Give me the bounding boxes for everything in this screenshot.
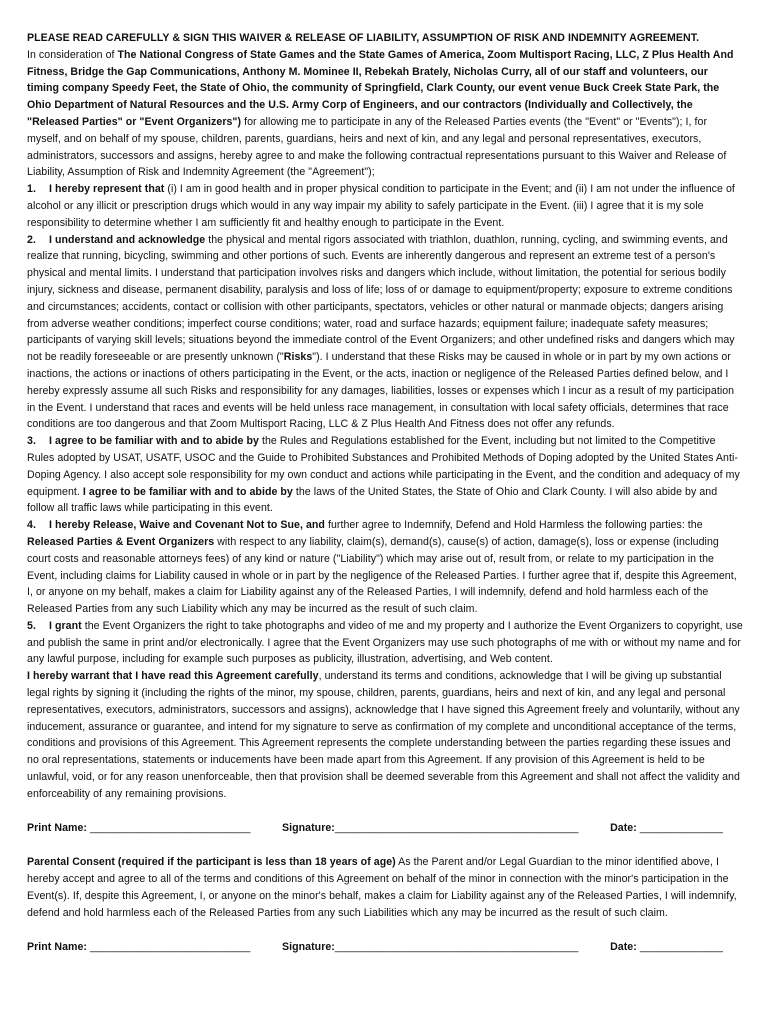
section-4 <box>27 517 743 618</box>
participant-date-field[interactable] <box>610 820 723 837</box>
section-4-number: 4. <box>27 519 36 532</box>
participant-signature-field[interactable] <box>282 820 579 837</box>
print-name-line: ___________________________ <box>90 940 251 953</box>
print-name-line: ___________________________ <box>90 821 251 834</box>
participant-signature-row <box>27 820 743 837</box>
participant-print-name-field[interactable] <box>27 820 250 837</box>
signature-line: _________________________________________ <box>334 821 579 834</box>
guardian-signature-row <box>27 939 743 956</box>
signature-label: Signature: <box>282 821 335 834</box>
guardian-date-field[interactable] <box>610 939 723 956</box>
section-1-number: 1. <box>27 183 36 196</box>
date-line: ______________ <box>639 821 723 834</box>
section-4-text-1: further agree to Indemnify, Defend and Hold Harmless the following parties: the <box>324 519 703 532</box>
section-2-text-2: "). I understand that these Risks may be caused in whole or in part by my own actions or inactions, the actions or inactions of others participating in the Event, or the acts, inaction or negligence of the Released Parties defined below, and I hereby expressly assume all such Risks and responsibility for any damages, liabilities, losses or expenses which I incur as a result of my participation in the Event. I understand that races and events will be held unless race management, in consultation with local safety officials, determines that race conditions are too dangerous and that Zoom Multisport Racing, LLC & Z Plus Health And Fitness does not offer any refunds. <box>27 351 735 431</box>
parental-consent-text: As the Parent and/or Legal Guardian to the minor identified above, I hereby accept and agree to all of the terms and conditions of this Agreement on behalf of the minor in connection with the minor's participation in the Event(s). If, despite this Agreement, I, or anyone on the minor's behalf, makes a claim for Liability against any of the Released Parties, I will indemnify, defend and hold harmless each of the Released Parties from any such Liabilities which any may be incurred as the result of such claim. <box>27 856 737 919</box>
section-3-text-2: the laws of the United States, the State of Ohio and Clark County. I will also abide by and follow all traffic laws while participating in this event. <box>27 485 718 515</box>
section-5 <box>27 618 743 668</box>
print-name-label: Print Name: <box>27 940 90 953</box>
date-label: Date: <box>610 821 640 834</box>
warranty-paragraph <box>27 668 743 802</box>
print-name-label: Print Name: <box>27 821 90 834</box>
section-3-number: 3. <box>27 435 36 448</box>
intro-paragraph <box>27 47 743 181</box>
date-line: ______________ <box>639 940 723 953</box>
guardian-signature-field[interactable] <box>282 939 579 956</box>
intro-text-1: In consideration of <box>27 48 118 61</box>
risks-term: Risks <box>283 351 313 364</box>
section-4-text-2: with respect to any liability, claim(s), demand(s), cause(s) of action, damage(s), loss or expense (including court costs and reasonable attorneys fees) of any kind or nature ("Liability") which may arise out of, result from, or relate to my participation in the Event, including claims for Liability caused in whole or in part by the negligence of the Released Parties. I further agree that if, despite this Agreement, I, or anyone on my behalf, makes a claim for Liability against any of the Released Parties, I will indemnify, defend and hold harmless each of the Released Parties from any such Liability which any may be incurred as the result of such claim. <box>27 535 737 616</box>
section-1-text: (i) I am in good health and in proper physical condition to participate in the Event; and (ii) I am not under the influence of alcohol or any illicit or prescription drugs which would in any way impair my ability to safely participate in the Event. (iii) I agree that it is my sole responsibility to determine whether I am sufficiently fit and healthy enough to participate in the Event. <box>27 183 735 229</box>
intro-text-2: for allowing me to participate in any of the Released Parties events (the "Event" or "Events"); I, for myself, and on behalf of my spouse, children, parents, guardians, heirs and next of kin, and any legal and personal representatives, executors, administrators, successors and assigns, hereby agree to and make the following contractual representations pursuant to this Waiver and Release of Liability, Assumption of Risk and Indemnity Agreement (the "Agreement"); <box>27 115 727 179</box>
section-5-heading: I grant <box>49 619 82 632</box>
section-3-heading: I agree to be familiar with and to abide by <box>49 435 259 448</box>
section-1-heading: I hereby represent that <box>49 183 165 196</box>
section-3-heading-2: I agree to be familiar with and to abide by <box>82 485 293 498</box>
section-5-number: 5. <box>27 619 36 632</box>
section-5-text: the Event Organizers the right to take photographs and video of me and my property and I authorize the Event Organizers to copyright, use and publish the same in print and/or electronically. I agree that the Event Organizers may use such photographs of me with or without my name and for any lawful purpose, including for example such purposes as publicity, illustration, advertising, and Web content. <box>27 619 743 666</box>
warranty-heading: I hereby warrant that I have read this Agreement carefully <box>27 670 319 683</box>
guardian-print-name-field[interactable] <box>27 939 250 956</box>
parental-consent-heading: Parental Consent (required if the participant is less than 18 years of age) <box>27 856 396 869</box>
signature-label: Signature: <box>282 940 335 953</box>
date-label: Date: <box>610 940 640 953</box>
signature-line: _________________________________________ <box>334 940 579 953</box>
section-3-text-1: the Rules and Regulations established for the Event, including but not limited to the Competitive Rules adopted by USAT, USATF, USOC and the Guide to Prohibited Substances and Prohibited Methods of Doping adopted by the United States Anti-Doping Agency. I also accept sole responsibility for my own conduct and actions while participating in the Event, and the condition and adequacy of my equipment. <box>27 435 740 498</box>
section-4-heading: I hereby Release, Waive and Covenant Not to Sue, and <box>49 519 325 532</box>
document-title: PLEASE READ CAREFULLY & SIGN THIS WAIVER & RELEASE OF LIABILITY, ASSUMPTION OF RISK AND INDEMNITY AGREEMENT. <box>27 32 700 44</box>
section-3 <box>27 433 743 517</box>
warranty-text: , understand its terms and conditions, acknowledge that I will be giving up substantial legal rights by signing it (including the rights of the minor, my spouse, children, parents, guardians, heirs and next of kin, and any legal and personal representatives, executors, administrators, successors and assigns), acknowledge that I have signed this Agreement freely and voluntarily, without any inducement, assurance or guarantee, and intend for my signature to serve as confirmation of my complete and unconditional acceptance of the terms, conditions and provisions of this Agreement. This Agreement represents the complete understanding between the parties regarding these issues and no oral representations, statements or inducements have been made apart from this Agreement. If any provision of this Agreement is held to be unlawful, void, or for any reason unenforceable, then that provision shall be deemed severable from this Agreement and shall not affect the validity and enforceability of any remaining provisions. <box>27 670 740 800</box>
released-parties-list: The National Congress of State Games and the State Games of America, Zoom Multisport Racing, LLC, Z Plus Health And Fitness, Bridge the Gap Communications, Anthony M. Mominee II, Rebekah Brately, Nicholas Curry, all of our staff and volunteers, our timing company Speedy Feet, the State of Ohio, the community of Springfield, Clark County, our event venue Buck Creek State Park, the Ohio Department of Natural Resources and the U.S. Army Corp of Engineers, and our contractors (Individually and Collectively, the "Released Parties" or "Event Organizers") <box>27 48 734 128</box>
section-2 <box>27 232 743 434</box>
section-2-heading: I understand and acknowledge <box>49 233 206 246</box>
section-1 <box>27 181 743 231</box>
section-4-parties: Released Parties & Event Organizers <box>27 535 215 548</box>
section-2-text-1: the physical and mental rigors associated with triathlon, duathlon, running, cycling, and swimming events, and realize that running, bicycling, swimming and other portions of such. Events are inherently dangerous and represent an extreme test of a person's physical and mental limits. I understand that participation involves risks and dangers which include, without limitation, the potential for serious bodily injury, sickness and disease, permanent disability, paralysis and loss of life; loss of or damage to equipment/property; exposure to extreme conditions and circumstances; accidents, contact or collision with other participants, spectators, vehicles or other natural or manmade objects; dangers arising from adverse weather conditions; imperfect course conditions; water, road and surface hazards; equipment failure; inadequate safety measures; participants of varying skill levels; situations beyond the immediate control of the Event Organizers; and other undefined risks and dangers which may not be readily foreseeable or are presently unknown (" <box>27 233 735 364</box>
section-2-number: 2. <box>27 233 36 246</box>
parental-consent-paragraph <box>27 854 743 921</box>
